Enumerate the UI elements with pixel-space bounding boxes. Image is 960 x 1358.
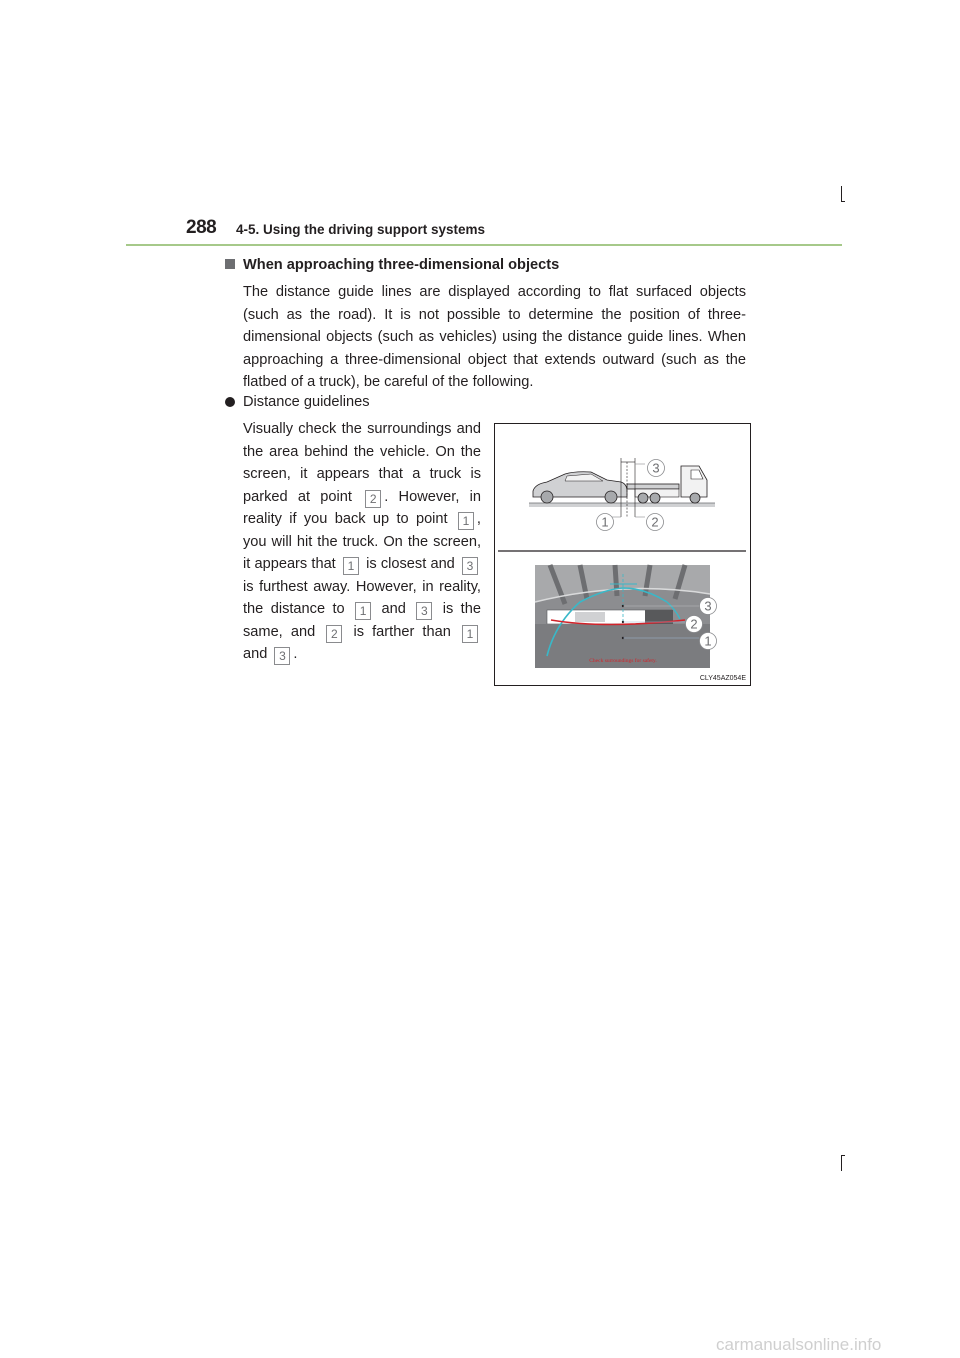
body-text: is closest and bbox=[366, 556, 455, 572]
body-paragraph bbox=[243, 418, 481, 666]
body-text: is farther than bbox=[353, 623, 451, 640]
watermark: carmanualsonline.info bbox=[716, 1335, 882, 1354]
truck-icon bbox=[627, 466, 707, 503]
side-view-diagram bbox=[529, 458, 715, 531]
body-text: and bbox=[381, 601, 406, 617]
callout-3: 3 bbox=[274, 647, 290, 665]
figure-label-1: 1 bbox=[601, 514, 609, 530]
section-title: 4-5. Using the driving support systems bbox=[236, 222, 486, 237]
body-text: and bbox=[243, 646, 268, 662]
figure-label-3: 3 bbox=[652, 460, 660, 476]
body-text: . However, in reality if you back up to point bbox=[243, 488, 481, 527]
intro-paragraph: The distance guide lines are displayed according to flat surfaced objects (such as the road). It is not possible to determine the position of three-dimensional objects (such as vehicles) using the distance guide lines. When approaching a three-dimensional object that extends outward (such as the flatbed of a truck), be careful of the following. bbox=[243, 284, 746, 390]
screen-label-3: 3 bbox=[704, 598, 712, 614]
crop-mark-bottom-tick bbox=[841, 1155, 845, 1156]
bullet-item-label: Distance guidelines bbox=[243, 394, 370, 410]
crop-mark-top-tick bbox=[841, 201, 845, 202]
callout-1: 1 bbox=[458, 512, 474, 530]
screen-label-2: 2 bbox=[690, 616, 698, 632]
square-bullet-icon bbox=[225, 259, 235, 269]
body-text: . bbox=[293, 646, 298, 662]
screen-message: Check surroundings for safety. bbox=[589, 658, 657, 664]
header-divider bbox=[126, 244, 842, 246]
body-text: is furthest away. However, in reality, the distance to bbox=[243, 578, 481, 617]
callout-1: 1 bbox=[462, 625, 478, 643]
body-text: Visually check the surroundings and the area behind the vehicle. On the screen, it appears that a truck is parked at point bbox=[243, 421, 481, 505]
callout-2: 2 bbox=[326, 625, 342, 643]
illustration-svg bbox=[495, 424, 750, 685]
figure-label-2: 2 bbox=[651, 514, 659, 530]
camera-screen bbox=[535, 565, 717, 668]
body-text: is the same, and bbox=[243, 601, 481, 640]
crop-mark-bottom bbox=[841, 1155, 842, 1171]
callout-3: 3 bbox=[416, 602, 432, 620]
crop-mark-top bbox=[841, 186, 842, 202]
circle-bullet-icon bbox=[225, 397, 235, 407]
body-text: , you will hit the truck. On the screen, it appears that bbox=[243, 511, 481, 572]
callout-2: 2 bbox=[365, 490, 381, 508]
subsection-heading: When approaching three-dimensional objects bbox=[243, 257, 560, 273]
page-number: 288 bbox=[186, 217, 217, 238]
callout-1: 1 bbox=[355, 602, 371, 620]
illustration-figure bbox=[494, 423, 751, 686]
sedan-icon bbox=[533, 472, 627, 503]
screen-label-1: 1 bbox=[704, 633, 712, 649]
callout-1: 1 bbox=[343, 557, 359, 575]
figure-code: CLY45AZ054E bbox=[699, 675, 746, 682]
callout-3: 3 bbox=[462, 557, 478, 575]
